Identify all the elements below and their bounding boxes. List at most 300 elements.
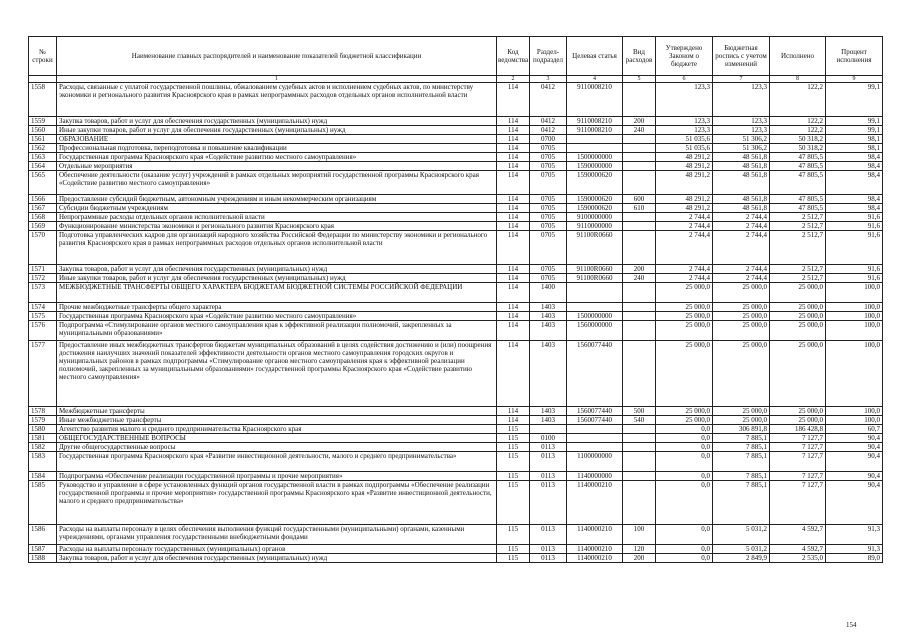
- row-approved: 0,0: [656, 472, 713, 481]
- row-executed: 47 805,5: [770, 195, 826, 204]
- row-number: 1569: [29, 222, 57, 231]
- row-target-article: 9110008210: [567, 117, 623, 126]
- row-approved: 0,0: [656, 545, 713, 554]
- header-target-article: Целевая статья: [567, 37, 623, 76]
- row-expense-type: [623, 472, 656, 481]
- row-target-article: 1560077440: [567, 407, 623, 416]
- row-approved: 48 291,2: [656, 153, 713, 162]
- row-number: 1571: [29, 265, 57, 274]
- row-approved: 48 291,2: [656, 171, 713, 195]
- row-name: Предоставление иных межбюджетных трансфертов бюджетам муниципальных образований в целях содействия достижению и (или) поощрения достижения наилучших значений показателей эффективности деятельности органов местного самоуправления городских округов и муниципальных районов в рамках подпрограммы «Стимулирование органов местного самоуправления края к эффективной реализации полномочий, закрепленных за муниципальными образованиями» государственной программы Красноярского края «Содействие развитию местного самоуправления»: [57, 341, 497, 407]
- row-department-code: 114: [497, 283, 530, 303]
- row-approved: 48 291,2: [656, 195, 713, 204]
- row-section: 0705: [530, 222, 567, 231]
- row-executed: 25 000,0: [770, 303, 826, 312]
- table-row: [29, 231, 883, 265]
- row-percent: 100,0: [826, 341, 883, 407]
- row-number: 1570: [29, 231, 57, 265]
- row-approved: 48 291,2: [656, 162, 713, 171]
- row-percent: 100,0: [826, 407, 883, 416]
- row-executed: 25 000,0: [770, 321, 826, 341]
- row-name: Другие общегосударственные вопросы: [57, 443, 497, 452]
- row-executed: 47 805,5: [770, 204, 826, 213]
- row-number: 1575: [29, 312, 57, 321]
- row-name: Закупка товаров, работ и услуг для обеспечения государственных (муниципальных) нужд: [57, 117, 497, 126]
- row-percent: 91,3: [826, 525, 883, 545]
- row-name: Государственная программа Красноярского края «Развитие инвестиционной деятельности, малого и среднего предпринимательства»: [57, 452, 497, 472]
- row-target-article: 9110000000: [567, 222, 623, 231]
- table-row: [29, 274, 883, 283]
- row-budget-list: 7 885,1: [713, 452, 770, 472]
- row-department-code: 114: [497, 195, 530, 204]
- table-row: [29, 407, 883, 416]
- row-budget-list: 2 744,4: [713, 213, 770, 222]
- row-target-article: [567, 135, 623, 144]
- row-expense-type: 100: [623, 525, 656, 545]
- row-percent: 60,7: [826, 425, 883, 434]
- row-budget-list: 25 000,0: [713, 303, 770, 312]
- row-section: 0100: [530, 434, 567, 443]
- row-percent: 99,1: [826, 83, 883, 117]
- row-percent: 91,6: [826, 231, 883, 265]
- row-number: 1568: [29, 213, 57, 222]
- row-target-article: 1590000000: [567, 162, 623, 171]
- row-department-code: 114: [497, 312, 530, 321]
- table-row: [29, 545, 883, 554]
- row-percent: 91,3: [826, 545, 883, 554]
- row-name: Предоставление субсидий бюджетным, автономным учреждениям и иным некоммерческим организациям: [57, 195, 497, 204]
- table-row: [29, 452, 883, 472]
- table-row: [29, 162, 883, 171]
- row-percent: 91,6: [826, 265, 883, 274]
- row-approved: 25 000,0: [656, 407, 713, 416]
- row-section: 1403: [530, 321, 567, 341]
- table-header-row: [29, 37, 883, 76]
- row-department-code: 114: [497, 231, 530, 265]
- row-expense-type: [623, 321, 656, 341]
- table-row: [29, 135, 883, 144]
- row-department-code: 114: [497, 265, 530, 274]
- budget-report-sheet: [28, 36, 882, 563]
- row-executed: 47 805,5: [770, 162, 826, 171]
- row-executed: 25 000,0: [770, 341, 826, 407]
- row-name: Агентство развития малого и среднего предпринимательства Красноярского края: [57, 425, 497, 434]
- row-expense-type: [623, 283, 656, 303]
- row-approved: 51 035,6: [656, 135, 713, 144]
- row-target-article: 1560000000: [567, 321, 623, 341]
- header-expense-type: Вид расходов: [623, 37, 656, 76]
- row-section: 0705: [530, 213, 567, 222]
- row-budget-list: 48 561,8: [713, 171, 770, 195]
- header-executed: Исполнено: [770, 37, 826, 76]
- row-budget-list: 7 885,1: [713, 434, 770, 443]
- row-section: 1403: [530, 312, 567, 321]
- row-budget-list: 5 031,2: [713, 525, 770, 545]
- row-target-article: 9100000000: [567, 213, 623, 222]
- table-row: [29, 321, 883, 341]
- row-expense-type: [623, 135, 656, 144]
- row-percent: 90,4: [826, 452, 883, 472]
- row-budget-list: 2 744,4: [713, 265, 770, 274]
- row-department-code: 114: [497, 135, 530, 144]
- row-approved: 0,0: [656, 525, 713, 545]
- header-section: Раздел-подраздел: [530, 37, 567, 76]
- row-name: Подготовка управленческих кадров для организаций народного хозяйства Российской Федерации по министерству экономики и регионального развития Красноярского края в рамках непрограммных расходов отдельных органов исполнительной власти: [57, 231, 497, 265]
- row-section: 0412: [530, 126, 567, 135]
- row-expense-type: 500: [623, 407, 656, 416]
- row-expense-type: [623, 341, 656, 407]
- row-target-article: 1140000210: [567, 554, 623, 563]
- row-percent: 98,4: [826, 162, 883, 171]
- row-approved: 25 000,0: [656, 303, 713, 312]
- row-approved: 25 000,0: [656, 341, 713, 407]
- row-expense-type: [623, 231, 656, 265]
- row-percent: 98,4: [826, 195, 883, 204]
- table-row: [29, 341, 883, 407]
- row-department-code: 115: [497, 443, 530, 452]
- row-approved: 2 744,4: [656, 265, 713, 274]
- row-approved: 0,0: [656, 434, 713, 443]
- row-section: 0705: [530, 153, 567, 162]
- row-section: 0705: [530, 195, 567, 204]
- row-department-code: 115: [497, 434, 530, 443]
- row-target-article: [567, 434, 623, 443]
- table-row: [29, 525, 883, 545]
- row-target-article: 1590000620: [567, 195, 623, 204]
- row-name: Руководство и управление в сфере установленных функций органов государственной власти в рамках подпрограммы «Обеспечение реализации государственной программы и прочие мероприятия» государственной программы Красноярского края «Развитие инвестиционной деятельности, малого и среднего предпринимательства»: [57, 481, 497, 525]
- row-target-article: 1140000210: [567, 525, 623, 545]
- table-row: [29, 222, 883, 231]
- row-section: [530, 425, 567, 434]
- row-executed: 7 127,7: [770, 481, 826, 525]
- row-name: Государственная программа Красноярского края «Содействие развитию местного самоуправления»: [57, 312, 497, 321]
- row-percent: 90,4: [826, 443, 883, 452]
- row-number: 1582: [29, 443, 57, 452]
- row-target-article: 1140000210: [567, 481, 623, 525]
- column-number: 7: [713, 76, 770, 83]
- row-expense-type: [623, 222, 656, 231]
- row-expense-type: 200: [623, 117, 656, 126]
- row-department-code: 115: [497, 425, 530, 434]
- table-row: [29, 265, 883, 274]
- column-number: 5: [623, 76, 656, 83]
- row-approved: 2 744,4: [656, 213, 713, 222]
- row-budget-list: 48 561,8: [713, 153, 770, 162]
- row-name: Межбюджетные трансферты: [57, 407, 497, 416]
- row-expense-type: 600: [623, 195, 656, 204]
- table-row: [29, 425, 883, 434]
- row-number: 1558: [29, 83, 57, 117]
- table-row: [29, 434, 883, 443]
- row-target-article: 91100R0660: [567, 265, 623, 274]
- budget-execution-table: [28, 36, 883, 563]
- row-budget-list: 25 000,0: [713, 341, 770, 407]
- row-number: 1580: [29, 425, 57, 434]
- row-approved: 0,0: [656, 425, 713, 434]
- row-approved: 0,0: [656, 452, 713, 472]
- table-row: [29, 83, 883, 117]
- row-target-article: 91100R0660: [567, 274, 623, 283]
- row-department-code: 114: [497, 321, 530, 341]
- row-department-code: 114: [497, 117, 530, 126]
- row-number: 1567: [29, 204, 57, 213]
- row-target-article: 1560077440: [567, 341, 623, 407]
- header-percent: Процент исполнения: [826, 37, 883, 76]
- row-approved: 2 744,4: [656, 231, 713, 265]
- row-name: Расходы на выплаты персоналу в целях обеспечения выполнения функций государственными (муниципальными) органами, казенными учреждениями, органами управления государственными внебюджетными фондами: [57, 525, 497, 545]
- row-executed: 7 127,7: [770, 434, 826, 443]
- row-executed: 122,2: [770, 126, 826, 135]
- row-department-code: 114: [497, 162, 530, 171]
- row-percent: 90,4: [826, 472, 883, 481]
- row-section: 0705: [530, 144, 567, 153]
- row-expense-type: [623, 425, 656, 434]
- row-percent: 98,4: [826, 153, 883, 162]
- row-budget-list: 51 306,2: [713, 144, 770, 153]
- row-expense-type: [623, 153, 656, 162]
- row-section: 0705: [530, 265, 567, 274]
- row-name: Иные межбюджетные трансферты: [57, 416, 497, 425]
- table-row: [29, 171, 883, 195]
- row-department-code: 114: [497, 416, 530, 425]
- row-section: 0113: [530, 443, 567, 452]
- row-approved: 25 000,0: [656, 283, 713, 303]
- row-section: 0113: [530, 554, 567, 563]
- row-percent: 100,0: [826, 416, 883, 425]
- table-row: [29, 195, 883, 204]
- table-row: [29, 303, 883, 312]
- row-name: ОБРАЗОВАНИЕ: [57, 135, 497, 144]
- table-row: [29, 312, 883, 321]
- row-section: 1400: [530, 283, 567, 303]
- row-department-code: 115: [497, 525, 530, 545]
- row-budget-list: 48 561,8: [713, 195, 770, 204]
- row-executed: 4 592,7: [770, 545, 826, 554]
- row-budget-list: 25 000,0: [713, 312, 770, 321]
- row-expense-type: [623, 434, 656, 443]
- row-budget-list: 25 000,0: [713, 321, 770, 341]
- row-executed: 2 512,7: [770, 213, 826, 222]
- row-department-code: 114: [497, 274, 530, 283]
- table-row: [29, 283, 883, 303]
- row-percent: 89,0: [826, 554, 883, 563]
- row-approved: 0,0: [656, 481, 713, 525]
- row-approved: 25 000,0: [656, 416, 713, 425]
- row-expense-type: [623, 303, 656, 312]
- row-section: 0705: [530, 171, 567, 195]
- column-number: 4: [567, 76, 623, 83]
- row-name: Функционирование министерства экономики и регионального развития Красноярского края: [57, 222, 497, 231]
- row-name: Подпрограмма «Обеспечение реализации государственной программы и прочие мероприятия»: [57, 472, 497, 481]
- row-section: 0705: [530, 274, 567, 283]
- row-budget-list: 123,3: [713, 117, 770, 126]
- row-name: Профессиональная подготовка, переподготовка и повышение квалификации: [57, 144, 497, 153]
- row-executed: 2 512,7: [770, 274, 826, 283]
- row-budget-list: 2 744,4: [713, 231, 770, 265]
- row-executed: 47 805,5: [770, 153, 826, 162]
- row-section: 0705: [530, 204, 567, 213]
- row-budget-list: 306 891,8: [713, 425, 770, 434]
- row-executed: 7 127,7: [770, 452, 826, 472]
- row-expense-type: 200: [623, 554, 656, 563]
- row-number: 1588: [29, 554, 57, 563]
- row-name: Обеспечение деятельности (оказание услуг) учреждений в рамках отдельных мероприятий государственной программы Красноярского края «Содействие развитию местного самоуправления»: [57, 171, 497, 195]
- row-number: 1585: [29, 481, 57, 525]
- row-approved: 123,3: [656, 126, 713, 135]
- row-approved: 25 000,0: [656, 321, 713, 341]
- row-budget-list: 2 744,4: [713, 274, 770, 283]
- row-executed: 7 127,7: [770, 443, 826, 452]
- row-name: Иные закупки товаров, работ и услуг для обеспечения государственных (муниципальных) нужд: [57, 126, 497, 135]
- row-department-code: 114: [497, 303, 530, 312]
- row-executed: 122,2: [770, 83, 826, 117]
- row-expense-type: 540: [623, 416, 656, 425]
- row-approved: 0,0: [656, 443, 713, 452]
- row-section: 0113: [530, 525, 567, 545]
- row-percent: 98,1: [826, 144, 883, 153]
- row-name: Расходы на выплаты персоналу государственных (муниципальных) органов: [57, 545, 497, 554]
- row-expense-type: 120: [623, 545, 656, 554]
- table-row: [29, 443, 883, 452]
- header-approved: Утверждено Законом о бюджете: [656, 37, 713, 76]
- column-number: [29, 76, 57, 83]
- row-department-code: 114: [497, 204, 530, 213]
- row-percent: 91,6: [826, 222, 883, 231]
- row-department-code: 114: [497, 153, 530, 162]
- row-expense-type: [623, 452, 656, 472]
- row-department-code: 115: [497, 545, 530, 554]
- row-number: 1559: [29, 117, 57, 126]
- row-section: 0113: [530, 472, 567, 481]
- row-number: 1572: [29, 274, 57, 283]
- row-department-code: 114: [497, 213, 530, 222]
- row-target-article: 1590000620: [567, 204, 623, 213]
- row-name: ОБЩЕГОСУДАРСТВЕННЫЕ ВОПРОСЫ: [57, 434, 497, 443]
- row-executed: 2 535,0: [770, 554, 826, 563]
- row-target-article: 9110008210: [567, 126, 623, 135]
- row-budget-list: 123,3: [713, 83, 770, 117]
- row-number: 1564: [29, 162, 57, 171]
- column-number: 2: [497, 76, 530, 83]
- row-executed: 4 592,7: [770, 525, 826, 545]
- row-number: 1587: [29, 545, 57, 554]
- row-target-article: 1140000000: [567, 472, 623, 481]
- header-name: Наименование главных распорядителей и наименование показателей бюджетной классификации: [57, 37, 497, 76]
- row-approved: 2 744,4: [656, 274, 713, 283]
- row-department-code: 114: [497, 83, 530, 117]
- row-name: МЕЖБЮДЖЕТНЫЕ ТРАНСФЕРТЫ ОБЩЕГО ХАРАКТЕРА БЮДЖЕТАМ БЮДЖЕТНОЙ СИСТЕМЫ РОССИЙСКОЙ ФЕДЕРАЦИИ: [57, 283, 497, 303]
- row-approved: 48 291,2: [656, 204, 713, 213]
- row-executed: 7 127,7: [770, 472, 826, 481]
- row-budget-list: 48 561,8: [713, 204, 770, 213]
- column-number-row: [29, 76, 883, 83]
- row-number: 1566: [29, 195, 57, 204]
- row-target-article: 1590000620: [567, 171, 623, 195]
- table-body: [29, 83, 883, 563]
- row-section: 0113: [530, 481, 567, 525]
- row-target-article: 1500000000: [567, 312, 623, 321]
- row-percent: 100,0: [826, 283, 883, 303]
- row-budget-list: 48 561,8: [713, 162, 770, 171]
- row-number: 1576: [29, 321, 57, 341]
- row-budget-list: 5 031,2: [713, 545, 770, 554]
- table-row: [29, 481, 883, 525]
- row-number: 1563: [29, 153, 57, 162]
- column-number: 8: [770, 76, 826, 83]
- row-section: 1403: [530, 416, 567, 425]
- row-percent: 90,4: [826, 434, 883, 443]
- row-percent: 100,0: [826, 321, 883, 341]
- row-budget-list: 7 885,1: [713, 472, 770, 481]
- row-expense-type: [623, 312, 656, 321]
- row-executed: 25 000,0: [770, 283, 826, 303]
- row-section: 0705: [530, 162, 567, 171]
- header-row-number: № строки: [29, 37, 57, 76]
- row-approved: 0,0: [656, 554, 713, 563]
- row-budget-list: 7 885,1: [713, 443, 770, 452]
- row-department-code: 114: [497, 407, 530, 416]
- row-approved: 25 000,0: [656, 312, 713, 321]
- table-row: [29, 126, 883, 135]
- header-department-code: Код ведомства: [497, 37, 530, 76]
- row-target-article: 1140000210: [567, 545, 623, 554]
- row-number: 1561: [29, 135, 57, 144]
- row-number: 1565: [29, 171, 57, 195]
- row-number: 1574: [29, 303, 57, 312]
- row-approved: 123,3: [656, 117, 713, 126]
- row-budget-list: 7 885,1: [713, 481, 770, 525]
- row-budget-list: 25 000,0: [713, 416, 770, 425]
- row-percent: 98,1: [826, 135, 883, 144]
- row-department-code: 114: [497, 144, 530, 153]
- row-number: 1579: [29, 416, 57, 425]
- row-executed: 122,2: [770, 117, 826, 126]
- row-number: 1581: [29, 434, 57, 443]
- table-row: [29, 153, 883, 162]
- row-target-article: [567, 283, 623, 303]
- row-number: 1578: [29, 407, 57, 416]
- column-number: 3: [530, 76, 567, 83]
- row-target-article: [567, 303, 623, 312]
- table-row: [29, 144, 883, 153]
- row-expense-type: 610: [623, 204, 656, 213]
- row-target-article: [567, 443, 623, 452]
- row-number: 1583: [29, 452, 57, 472]
- row-executed: 50 318,2: [770, 135, 826, 144]
- row-name: Субсидии бюджетным учреждениям: [57, 204, 497, 213]
- page-number: 154: [846, 621, 857, 629]
- table-row: [29, 213, 883, 222]
- row-section: 1403: [530, 407, 567, 416]
- column-number: 1: [57, 76, 497, 83]
- row-executed: 25 000,0: [770, 407, 826, 416]
- row-department-code: 115: [497, 554, 530, 563]
- row-percent: 98,4: [826, 204, 883, 213]
- row-budget-list: 51 306,2: [713, 135, 770, 144]
- table-row: [29, 204, 883, 213]
- row-expense-type: [623, 481, 656, 525]
- row-section: 0700: [530, 135, 567, 144]
- row-percent: 99,1: [826, 126, 883, 135]
- row-name: Подпрограмма «Стимулирование органов местного самоуправления края к эффективной реализации полномочий, закрепленных за муниципальными образованиями»: [57, 321, 497, 341]
- row-department-code: 114: [497, 126, 530, 135]
- row-budget-list: 2 744,4: [713, 222, 770, 231]
- row-number: 1562: [29, 144, 57, 153]
- row-expense-type: [623, 144, 656, 153]
- row-percent: 99,1: [826, 117, 883, 126]
- row-expense-type: 240: [623, 126, 656, 135]
- row-executed: 50 318,2: [770, 144, 826, 153]
